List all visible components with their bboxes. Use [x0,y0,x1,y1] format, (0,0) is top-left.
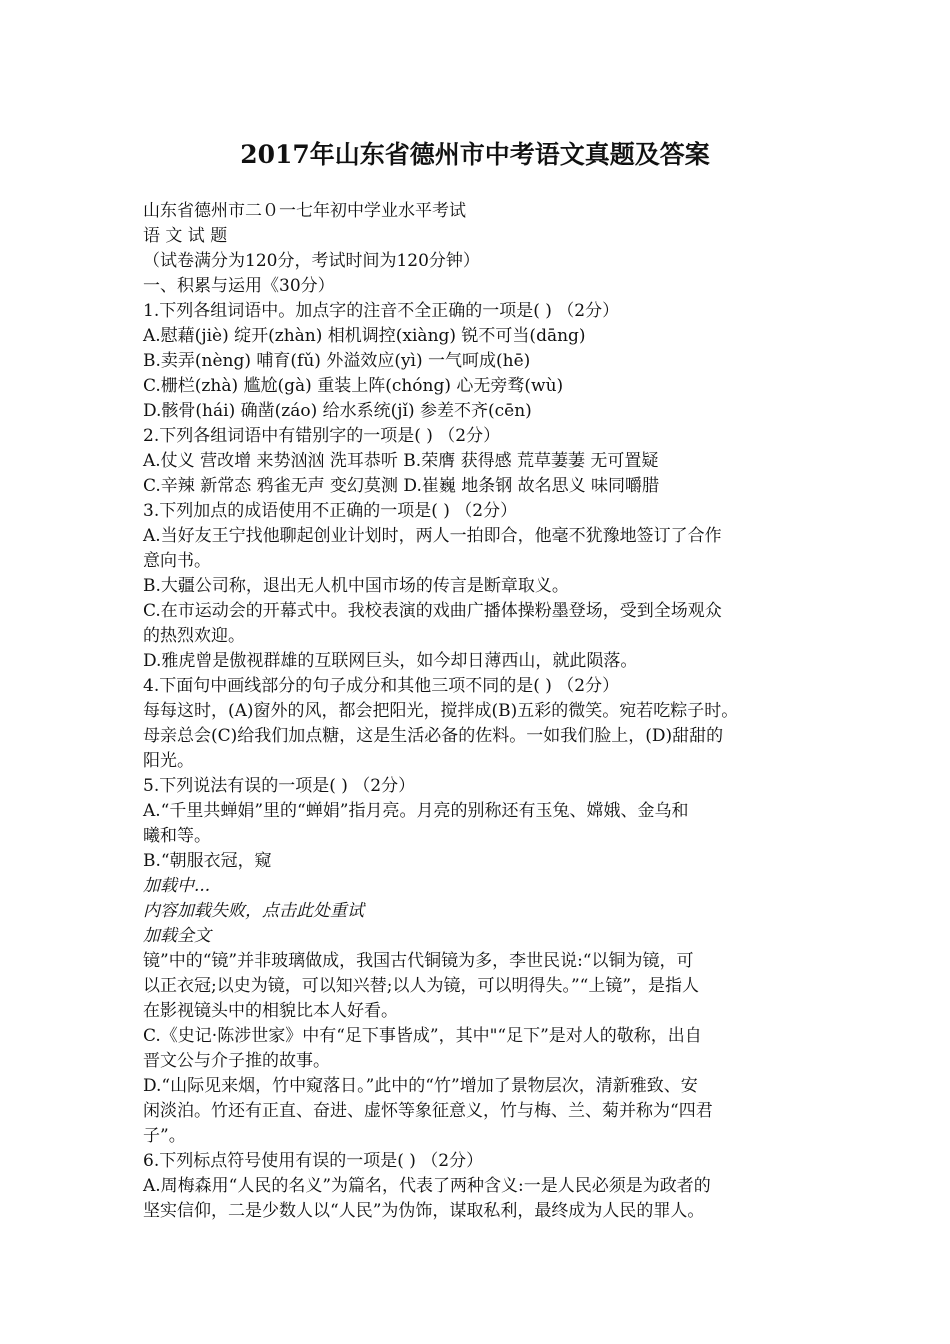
text-line: A.周梅森用“人民的名义”为篇名，代表了两种含义:一是人民必须是为政者的 [143,1176,711,1196]
text-line: 曦和等。 [143,826,211,846]
text-line: A.慰藉(jiè) 绽开(zhàn) 相机调控(xiàng) 锐不可当(dāng) [143,326,586,346]
document-body [143,199,813,1224]
text-line: 5.下列说法有误的一项是( ) （2分） [143,776,416,796]
text-line: D.雅虎曾是傲视群雄的互联网巨头，如今却日薄西山，就此陨落。 [143,651,638,671]
text-block-top [143,199,813,874]
text-line: B.卖弄(nèng) 哺育(fǔ) 外溢效应(yì) 一气呵成(hē) [143,351,531,371]
text-line: 1.下列各组词语中。加点字的注音不全正确的一项是( ) （2分） [143,301,620,321]
text-line: C.辛辣 新常态 鸦雀无声 变幻莫测 D.崔巍 地条钢 故名思义 味同嚼腊 [143,476,660,496]
text-line: 阳光。 [143,751,194,771]
text-line: D.“山际见来烟，竹中窥落日。”此中的“竹”增加了景物层次，清新雅致、安 [143,1076,698,1096]
text-line: 2.下列各组词语中有错别字的一项是( ) （2分） [143,426,501,446]
text-line: 语 文 试 题 [143,226,228,246]
document-title: 2017年山东省德州市中考语文真题及答案 [240,140,710,169]
text-line: （试卷满分为120分，考试时间为120分钟） [143,251,480,271]
text-line: 闲淡泊。竹还有正直、奋进、虚怀等象征意义，竹与梅、兰、菊并称为“四君 [143,1101,713,1121]
text-line: 在影视镜头中的相貌比本人好看。 [143,1001,398,1021]
text-line: 晋文公与介子推的故事。 [143,1051,330,1071]
text-line: 母亲总会(C)给我们加点糖，这是生活必备的佐料。一如我们脸上，(D)甜甜的 [143,726,724,746]
text-line: C.《史记·陈涉世家》中有“足下事皆成”，其中"“足下”是对人的敬称，出自 [143,1026,702,1046]
load-full-text-link[interactable]: 加载全文 [143,926,211,946]
text-line: B.大疆公司称，退出无人机中国市场的传言是断章取义。 [143,576,569,596]
text-line: 一、积累与运用《30分） [143,276,335,296]
text-line: 山东省德州市二０一七年初中学业水平考试 [143,201,466,221]
text-line: C.栅栏(zhà) 尴尬(gà) 重装上阵(chóng) 心无旁骛(wù) [143,376,564,396]
text-line: A.当好友王宁找他聊起创业计划时，两人一拍即合，他毫不犹豫地签订了合作 [143,526,722,546]
text-line: D.骸骨(hái) 确凿(záo) 给水系统(jǐ) 参差不齐(cēn) [143,401,532,421]
text-line: 6.下列标点符号使用有误的一项是( ) （2分） [143,1151,484,1171]
text-line: A.仗义 营改增 来势汹汹 洗耳恭听 B.荣膺 获得感 荒草萋萋 无可置疑 [143,451,659,471]
text-line: B.“朝服衣冠，窥 [143,851,272,871]
text-line: 坚实信仰，二是少数人以“人民”为伪饰，谋取私利，最终成为人民的罪人。 [143,1201,705,1221]
text-line: 4.下面句中画线部分的句子成分和其他三项不同的是( ) （2分） [143,676,620,696]
retry-link[interactable]: 内容加载失败，点击此处重试 [143,901,364,921]
text-line: 镜”中的“镜”并非玻璃做成，我国古代铜镜为多，李世民说:“以铜为镜，可 [143,951,694,971]
text-line: A.“千里共蝉娟”里的“蝉娟”指月亮。月亮的别称还有玉兔、嫦娥、金乌和 [143,801,689,821]
text-line: 3.下列加点的成语使用不正确的一项是( ) （2分） [143,501,518,521]
text-line: 子”。 [143,1126,186,1146]
text-line: 的热烈欢迎。 [143,626,245,646]
loading-status: 加载中... [143,876,211,896]
text-block-bottom [143,949,813,1224]
text-line: C.在市运动会的开幕式中。我校表演的戏曲广播体操粉墨登场，受到全场观众 [143,601,722,621]
text-line: 每每这时，(A)窗外的风，都会把阳光，搅拌成(B)五彩的微笑。宛若吃粽子时。 [143,701,739,721]
text-line: 意向书。 [143,551,211,571]
text-line: 以正衣冠;以史为镜，可以知兴替;以人为镜，可以明得失。”“上镜”，是指人 [143,976,700,996]
